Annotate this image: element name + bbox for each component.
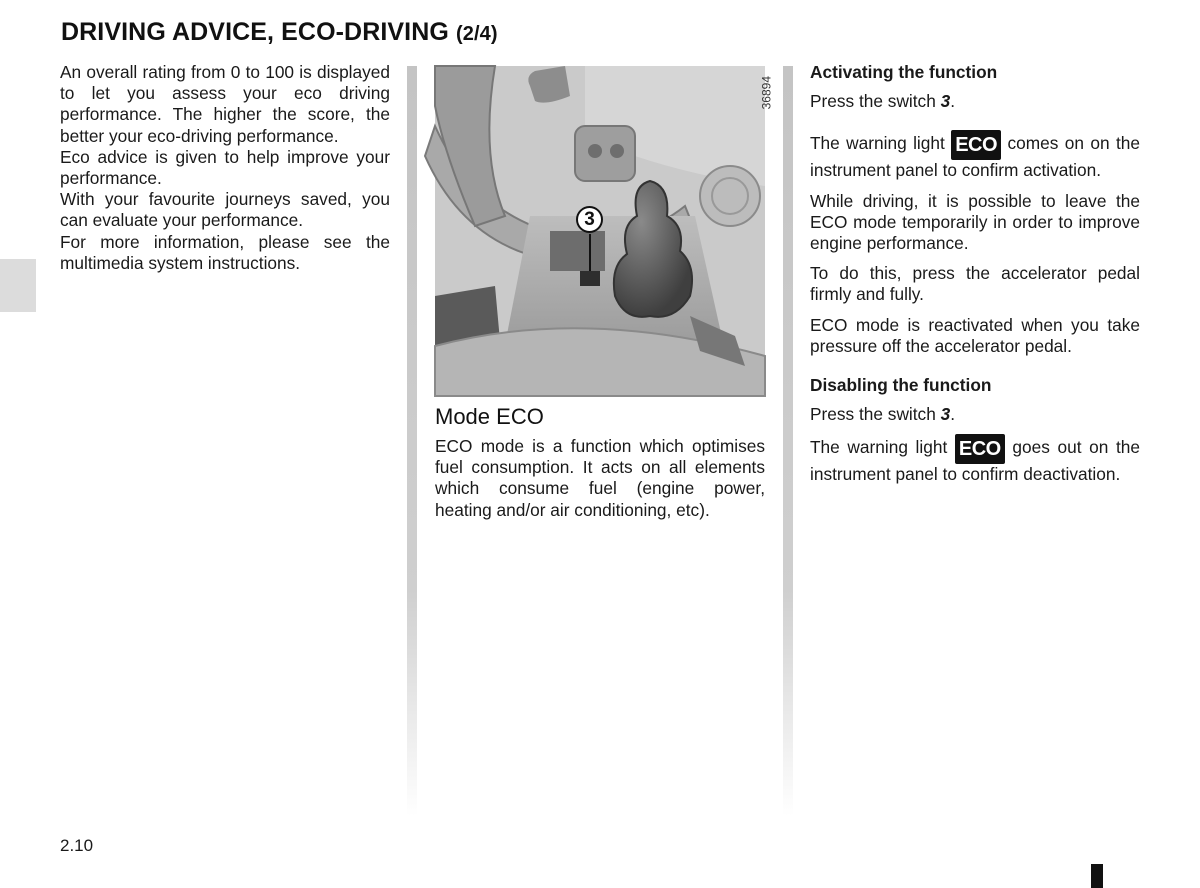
intro-paragraph-journeys: With your favourite journeys saved, you can evaluate your performance. — [60, 189, 390, 231]
activating-heading: Activating the function — [810, 62, 998, 82]
car-interior-drawing — [435, 66, 765, 396]
intro-paragraph-rating: An overall rating from 0 to 100 is displayed to let you assess your eco driving performance. The higher the score, the better your eco-driving performance. — [60, 62, 390, 146]
page-title-text: DRIVING ADVICE, ECO-DRIVING — [61, 18, 449, 46]
activating-press-prefix: Press the switch — [810, 91, 941, 112]
activating-press-switch — [810, 91, 1140, 112]
disabling-warning-light — [810, 434, 1140, 485]
disabling-press-prefix: Press the switch — [810, 404, 941, 425]
intro-column — [60, 62, 390, 274]
intro-paragraph-advice: Eco advice is given to help improve your performance. — [60, 146, 390, 189]
mode-eco-description: ECO mode is a function which optimises fuel consumption. It acts on all elements which consume fuel (engine power, heating and/or air conditioning, etc). — [435, 436, 765, 520]
activating-warning-light — [810, 130, 1140, 181]
eco-switch-illustration — [435, 66, 773, 396]
page-number: 2.10 — [60, 836, 94, 855]
eco-warning-light-icon-2: ECO — [955, 434, 1005, 464]
activating-switch-ref: 3 — [940, 91, 951, 112]
activating-press-suffix: . — [950, 91, 956, 112]
disabling-press-switch — [810, 404, 1140, 425]
mode-eco-column — [435, 66, 773, 521]
disabling-warning-suffix: goes out on the instrument panel to confirm deactivation. — [810, 437, 1140, 485]
callout-switch-3: 3 — [576, 206, 603, 233]
section-tab — [0, 259, 36, 312]
intro-paragraph-more-info: For more information, please see the multimedia system instructions. — [60, 231, 390, 273]
page-corner-mark — [1091, 864, 1103, 888]
disabling-switch-ref: 3 — [940, 404, 951, 425]
page-fraction: (2/4) — [455, 23, 498, 45]
activating-warning-prefix: The warning light — [810, 133, 952, 154]
column-divider-left — [407, 66, 417, 816]
function-column — [810, 62, 1140, 495]
mode-eco-heading: Mode ECO — [435, 404, 544, 429]
disabling-press-suffix: . — [950, 404, 956, 425]
eco-warning-light-icon: ECO — [951, 130, 1001, 160]
disabling-heading: Disabling the function — [810, 375, 992, 396]
activating-leave-mode: While driving, it is possible to leave the ECO mode temporarily in order to improve engine performance. — [810, 190, 1140, 254]
activating-warning-suffix: comes on on the instrument panel to confirm activation. — [810, 133, 1141, 181]
figure-number: 36894 — [759, 76, 773, 110]
activating-press-pedal: To do this, press the accelerator pedal firmly and fully. — [810, 263, 1140, 305]
activating-reactivated: ECO mode is reactivated when you take pressure off the accelerator pedal. — [810, 314, 1140, 356]
page-title — [61, 18, 498, 47]
column-divider-right — [783, 66, 793, 816]
disabling-warning-prefix: The warning light — [810, 437, 955, 458]
